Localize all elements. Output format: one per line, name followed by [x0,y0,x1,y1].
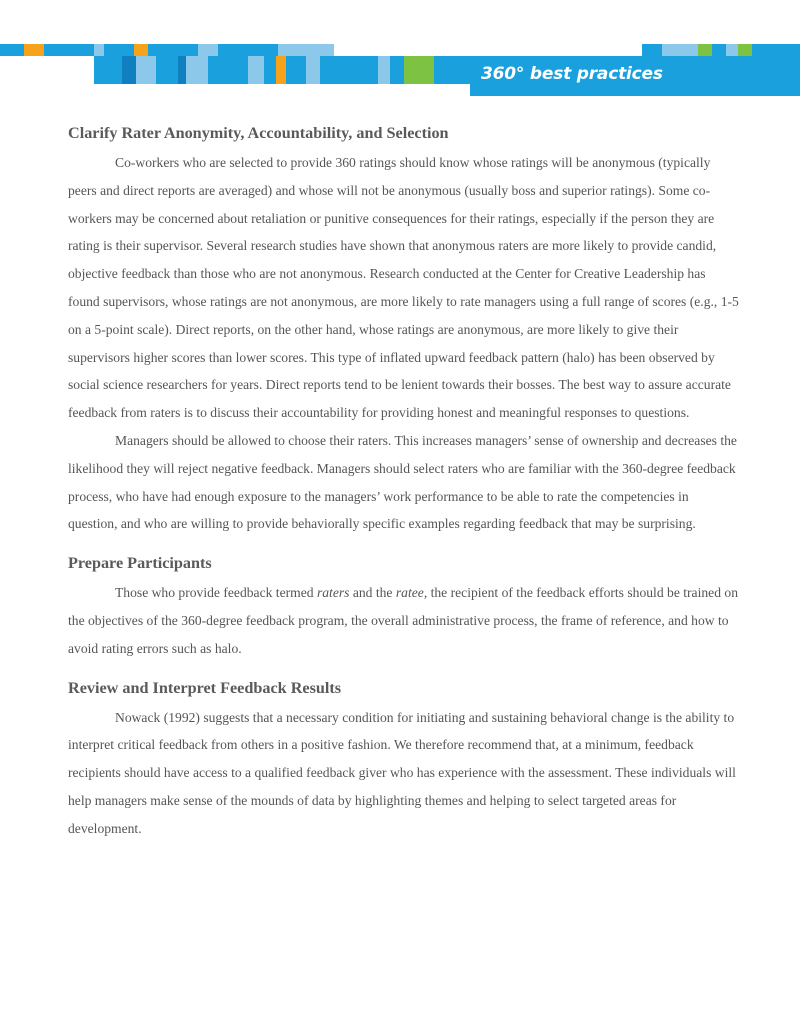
banner-block [306,56,320,84]
banner-block [178,56,186,84]
banner-block [186,56,208,84]
paragraph [68,579,740,662]
banner-block [24,44,44,56]
banner-block [136,56,156,84]
banner-block [320,56,334,84]
banner-block [698,44,712,56]
header-banner [0,0,800,100]
banner-block [334,56,378,84]
banner-block [0,44,24,56]
paragraph-text: , the recipient of the feedback efforts should be trained on the objectives of the 360-degree feedback program, the overall administrative process, the frame of reference, and how to avoid rating errors such as halo. [68,585,738,656]
paragraph: Co-workers who are selected to provide 360 ratings should know whose ratings will be anonymous (typically peers and direct reports are averaged) and whose will not be anonymous (usually boss and superior ratings). Some co-workers may be concerned about retaliation or punitive consequences for their ratings, especially if the person they are rating is their supervisor. Several research studies have shown that anonymous raters are more likely to provide candid, objective feedback than those who are not anonymous. Research conducted at the Center for Creative Leadership has found supervisors, whose ratings are not anonymous, are more likely to rate managers using a full range of scores (e.g., 1-5 on a 5-point scale). Direct reports, on the other hand, whose ratings are anonymous, are more likely to give their supervisors higher scores than lower scores. This type of inflated upward feedback pattern (halo) has been observed by social science researchers for years. Direct reports tend to be lenient towards their bosses. The best way to assure accurate feedback from raters is to discuss their accountability for providing honest and meaningful responses to questions. [68,155,739,421]
paragraph-text: and the [349,585,396,601]
section-prepare-participants [68,550,740,662]
section-review-feedback [68,675,740,843]
banner-block [278,44,334,56]
banner-block [94,44,104,56]
banner-block [738,44,752,56]
paragraph: Nowack (1992) suggests that a necessary condition for initiating and sustaining behavioral change is the ability to interpret critical feedback from others in a positive fashion. We therefore recommend that, at a minimum, feedback recipients should have access to a qualified feedback giver who has experience with the assessment. These individuals will help managers make sense of the mounds of data by highlighting themes and helping to select targeted areas for development. [68,709,736,836]
banner-block [752,44,800,56]
banner-block [134,44,148,56]
banner-block [248,56,264,84]
banner-block [642,44,662,56]
section-heading: Prepare Participants [68,554,212,573]
banner-block [208,56,248,84]
banner-block [726,44,738,56]
banner-block [662,44,698,56]
paragraph: Managers should be allowed to choose their raters. This increases managers’ sense of ownership and decreases the likelihood they will reject negative feedback. Managers should select raters who are familiar with the 360-degree feedback process, who have had enough exposure to the managers’ work performance to be able to rate the competencies in question, and who are willing to provide behaviorally specific examples regarding feedback that may be surprising. [68,432,737,532]
banner-block [44,44,94,56]
banner-block [434,56,470,84]
banner-block [104,44,134,56]
section-heading: Clarify Rater Anonymity, Accountability, and Selection [68,124,449,142]
term-raters: raters [316,585,350,601]
banner-title-box [470,56,800,96]
banner-block [264,56,276,84]
banner-block [286,56,306,84]
banner-block [218,44,278,56]
banner-title: 360° best practices [481,64,663,84]
banner-block [404,56,434,84]
section-rater-anonymity [68,120,740,538]
banner-block [198,44,218,56]
paragraph-text: Those who provide feedback termed [115,585,317,601]
section-heading: Review and Interpret Feedback Results [68,678,342,697]
banner-block [378,56,390,84]
banner-block [390,56,404,84]
banner-block [712,44,726,56]
document-body [68,120,740,859]
banner-block [276,56,286,84]
banner-block [122,56,136,84]
banner-block [148,44,198,56]
banner-block [156,56,178,84]
term-ratee: ratee [395,585,424,601]
banner-block [94,56,122,84]
